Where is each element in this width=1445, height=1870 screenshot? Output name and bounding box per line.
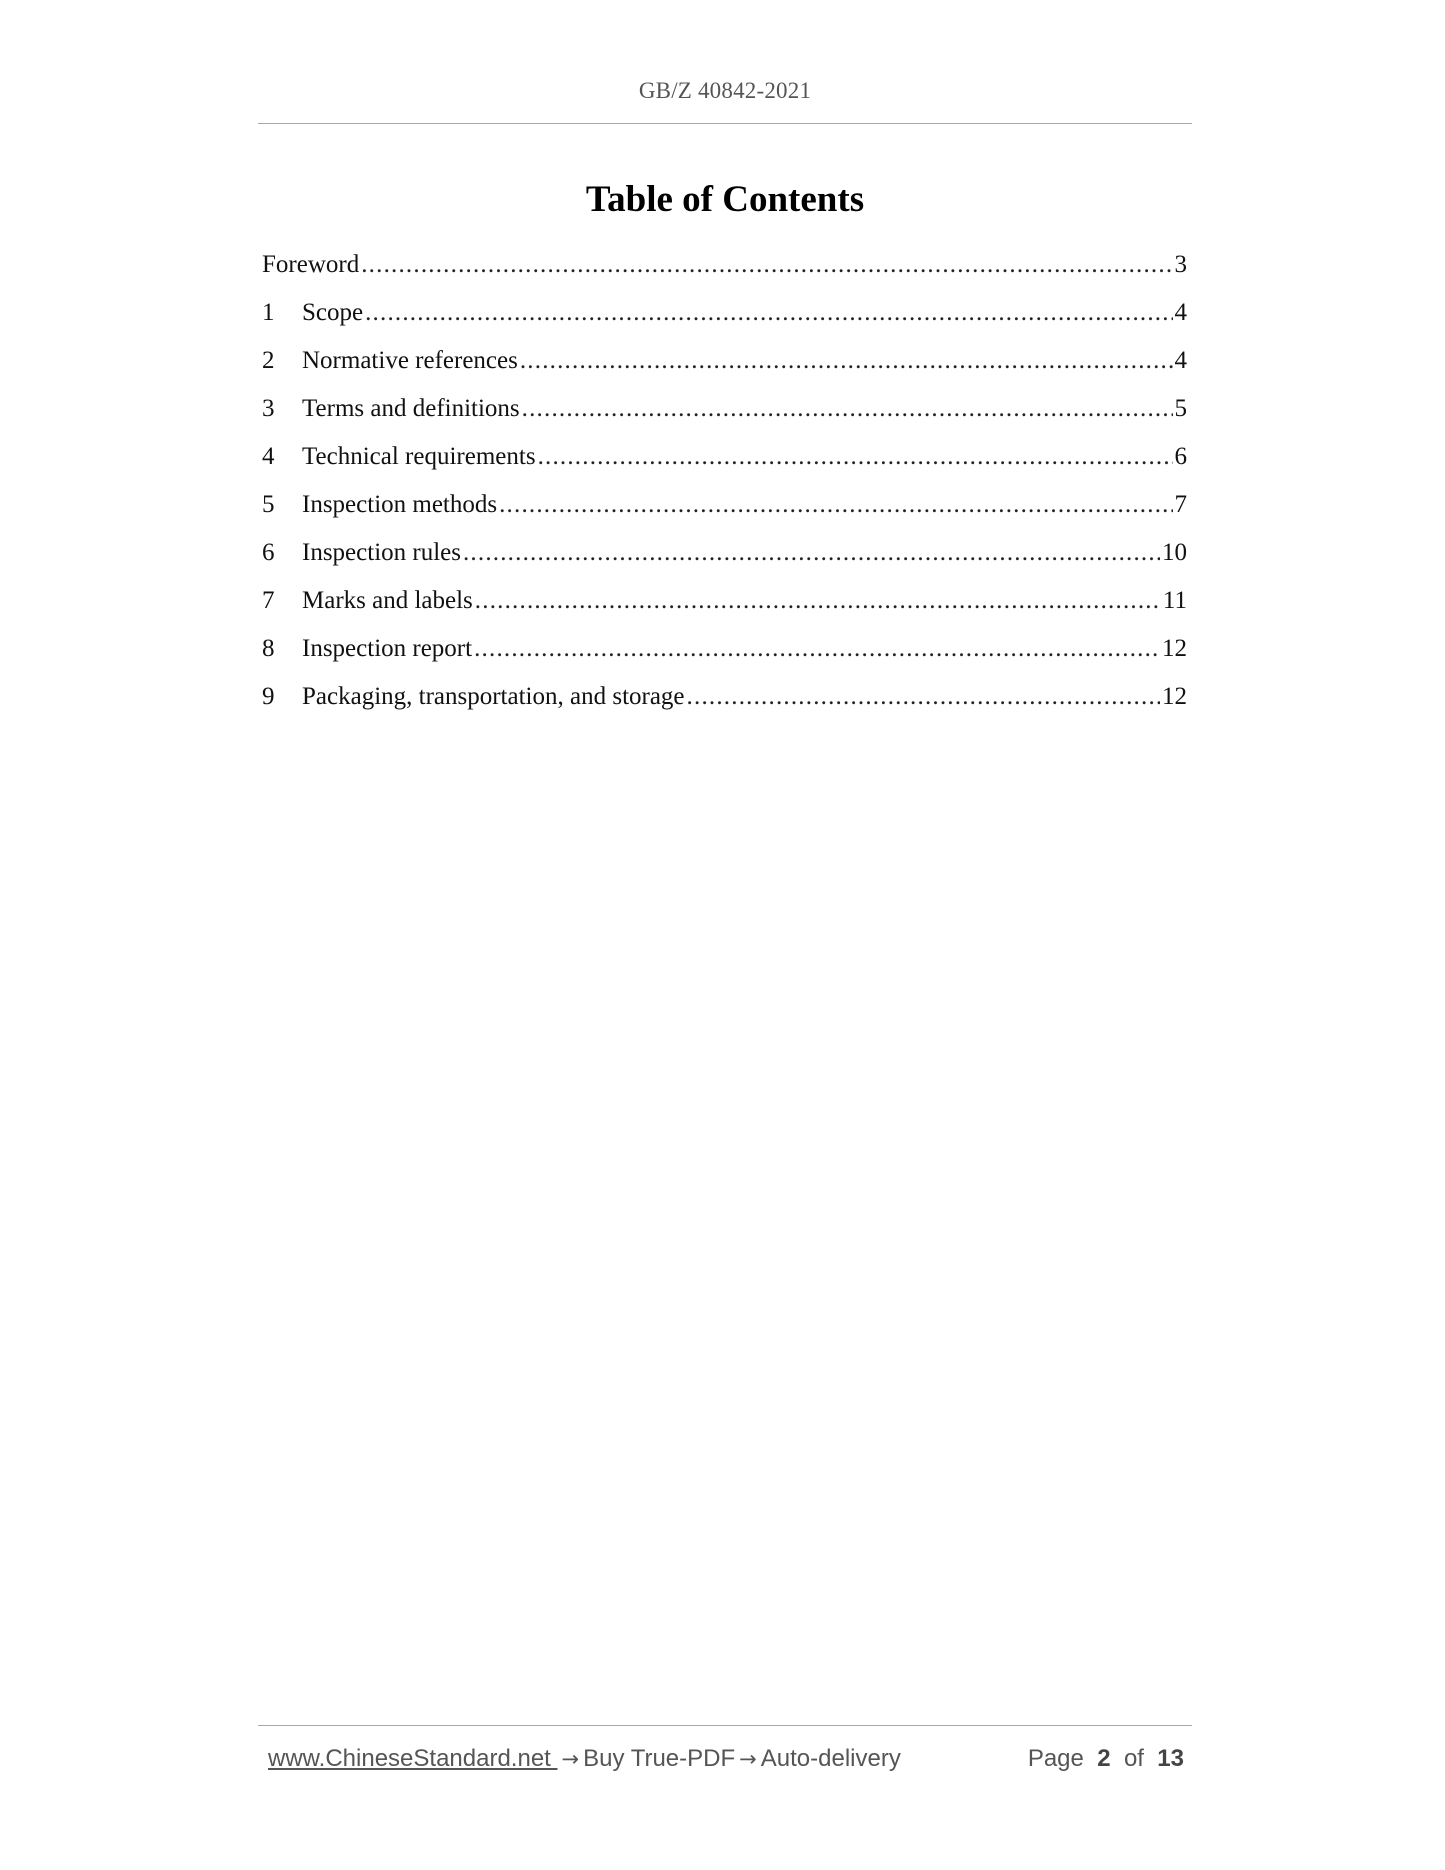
toc-entry-number: 1 xyxy=(262,299,275,326)
toc-entry-page: 12 xyxy=(1162,683,1187,710)
toc-entry-packaging-transportation-storage[interactable] xyxy=(262,679,1187,727)
footer-divider xyxy=(258,1725,1192,1726)
toc-entry-page: 10 xyxy=(1162,539,1187,566)
of-label: of xyxy=(1123,1745,1144,1772)
page-indicator xyxy=(1028,1745,1184,1773)
toc-entry-inspection-report[interactable] xyxy=(262,631,1187,679)
toc-entry-normative-references[interactable] xyxy=(262,343,1187,391)
buy-true-pdf-text: Buy True-PDF xyxy=(583,1745,736,1772)
header-divider xyxy=(258,123,1192,124)
toc-entry-title: Scope xyxy=(302,299,364,326)
toc-entry-title: Packaging, transportation, and storage xyxy=(302,683,685,710)
arrow-right-icon: → xyxy=(561,1747,580,1771)
current-page-number: 2 xyxy=(1097,1745,1111,1772)
toc-entry-title: Inspection methods xyxy=(302,491,498,518)
toc-entry-number: 3 xyxy=(262,395,275,422)
toc-dot-leader xyxy=(522,391,1173,427)
toc-entry-page: 7 xyxy=(1174,491,1187,518)
toc-entry-page: 6 xyxy=(1174,443,1187,470)
toc-dot-leader xyxy=(475,583,1161,619)
toc-entry-foreword[interactable] xyxy=(262,247,1187,295)
toc-entry-page: 5 xyxy=(1174,395,1187,422)
toc-entry-page: 4 xyxy=(1174,299,1187,326)
toc-entry-title: Terms and definitions xyxy=(302,395,520,422)
toc-entry-number: 6 xyxy=(262,539,275,566)
toc-dot-leader xyxy=(365,295,1172,331)
toc-entry-number: 2 xyxy=(262,347,275,374)
toc-entry-inspection-rules[interactable] xyxy=(262,535,1187,583)
running-header: GB/Z 40842-2021 xyxy=(638,78,812,103)
toc-dot-leader xyxy=(687,679,1160,715)
toc-entry-title: Normative references xyxy=(302,347,518,374)
toc-dot-leader xyxy=(499,487,1172,523)
toc-entry-page: 12 xyxy=(1162,635,1187,662)
toc-entry-marks-and-labels[interactable] xyxy=(262,583,1187,631)
toc-entry-number: 9 xyxy=(262,683,275,710)
toc-entry-terms-and-definitions[interactable] xyxy=(262,391,1187,439)
total-pages-number: 13 xyxy=(1157,1745,1184,1772)
toc-entry-title: Inspection report xyxy=(302,635,473,662)
toc-entry-number: 8 xyxy=(262,635,275,662)
toc-entry-title: Marks and labels xyxy=(302,587,473,614)
toc-dot-leader xyxy=(361,247,1172,283)
website-link[interactable]: www.ChineseStandard.net xyxy=(268,1745,558,1772)
page-footer xyxy=(268,1745,1184,1779)
toc-entry-technical-requirements[interactable] xyxy=(262,439,1187,487)
toc-title: Table of Contents xyxy=(585,179,865,220)
toc-entry-inspection-methods[interactable] xyxy=(262,487,1187,535)
toc-entry-number: 5 xyxy=(262,491,275,518)
toc-entry-title: Foreword xyxy=(262,251,360,278)
auto-delivery-text: Auto-delivery xyxy=(760,1745,901,1772)
toc-entry-title: Inspection rules xyxy=(302,539,461,566)
toc-dot-leader xyxy=(538,439,1173,475)
toc-dot-leader xyxy=(474,631,1160,667)
footer-promo xyxy=(268,1745,901,1773)
toc-entry-page: 3 xyxy=(1174,251,1187,278)
toc-entry-title: Technical requirements xyxy=(302,443,536,470)
arrow-right-icon: → xyxy=(739,1747,757,1771)
toc-dot-leader xyxy=(520,343,1173,379)
toc-dot-leader xyxy=(463,535,1160,571)
toc-list xyxy=(262,247,1187,727)
toc-entry-page: 4 xyxy=(1174,347,1187,374)
page-label: Page xyxy=(1027,1745,1084,1772)
toc-entry-page: 11 xyxy=(1162,587,1187,614)
toc-entry-scope[interactable] xyxy=(262,295,1187,343)
toc-entry-number: 4 xyxy=(262,443,275,470)
toc-entry-number: 7 xyxy=(262,587,275,614)
